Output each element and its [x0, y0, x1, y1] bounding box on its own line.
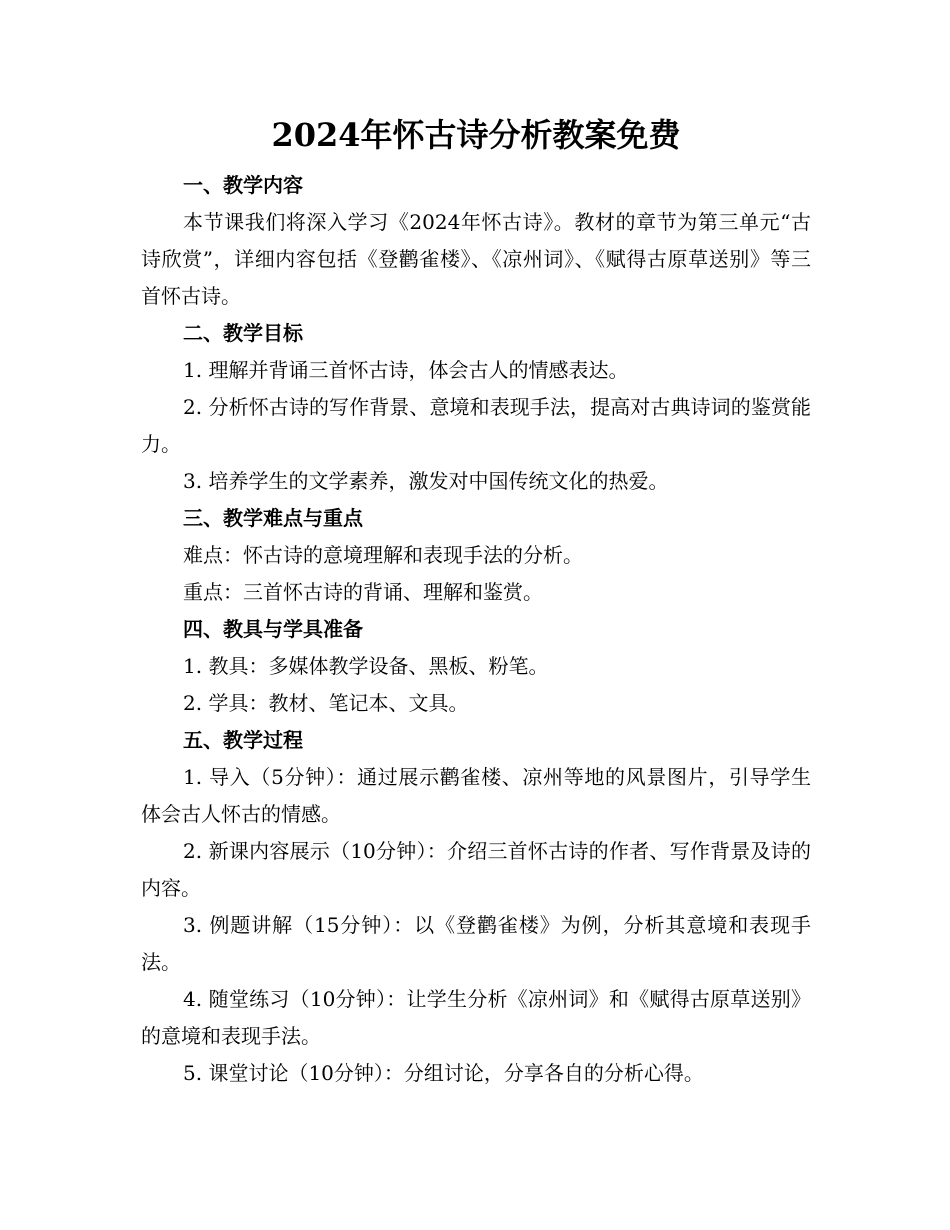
- paragraph: 1. 导入（5分钟）：通过展示鹳雀楼、凉州等地的风景图片，引导学生体会古人怀古的情感。: [141, 765, 811, 826]
- paragraph: 3. 培养学生的文学素养，激发对中国传统文化的热爱。: [183, 469, 669, 493]
- document-body: [141, 108, 811, 1092]
- paragraph: 3. 例题讲解（15分钟）：以《登鹳雀楼》为例，分析其意境和表现手法。: [141, 913, 811, 974]
- section-teaching-process: [141, 722, 811, 1092]
- section-heading: 三、教学难点与重点: [183, 506, 363, 530]
- paragraph: 本节课我们将深入学习《2024年怀古诗》。教材的章节为第三单元“古诗欣赏”，详细内容包括《登鹳雀楼》、《凉州词》、《赋得古原草送别》等三首怀古诗。: [141, 210, 811, 308]
- paragraph: 重点：三首怀古诗的背诵、理解和鉴赏。: [183, 580, 543, 604]
- section-heading: 四、教具与学具准备: [183, 617, 363, 641]
- paragraph: 2. 学具：教材、笔记本、文具。: [183, 691, 469, 715]
- section-heading: 二、教学目标: [183, 321, 303, 345]
- section-teaching-content: [141, 167, 811, 315]
- paragraph: 5. 课堂讨论（10分钟）：分组讨论，分享各自的分析心得。: [183, 1061, 704, 1085]
- paragraph: 难点：怀古诗的意境理解和表现手法的分析。: [183, 543, 583, 567]
- paragraph: 1. 教具：多媒体教学设备、黑板、粉笔。: [183, 654, 549, 678]
- paragraph: 4. 随堂练习（10分钟）：让学生分析《凉州词》和《赋得古原草送别》的意境和表现手法。: [141, 987, 811, 1048]
- document-title: 2024年怀古诗分析教案免费: [271, 116, 681, 154]
- section-difficulties-and-focus: [141, 500, 811, 611]
- paragraph: 2. 分析怀古诗的写作背景、意境和表现手法，提高对古典诗词的鉴赏能力。: [141, 395, 811, 456]
- section-heading: 五、教学过程: [183, 728, 303, 752]
- paragraph: 1. 理解并背诵三首怀古诗，体会古人的情感表达。: [183, 358, 629, 382]
- section-heading: 一、教学内容: [183, 173, 303, 197]
- paragraph: 2. 新课内容展示（10分钟）：介绍三首怀古诗的作者、写作背景及诗的内容。: [141, 839, 811, 900]
- section-teaching-goals: [141, 315, 811, 500]
- section-teaching-aids: [141, 611, 811, 722]
